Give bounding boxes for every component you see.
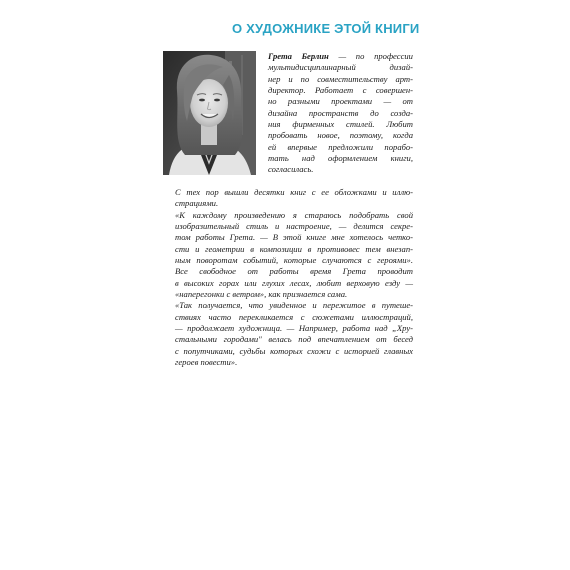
text-line: героев повести». bbox=[175, 357, 238, 368]
bio-line: ния фирменных стилей. Любит bbox=[268, 119, 413, 130]
author-bio-side bbox=[268, 51, 413, 176]
text-line: в высоких горах или глухих лесах, любит верховую езду — bbox=[175, 277, 413, 288]
author-portrait-image bbox=[163, 51, 256, 175]
bio-line: пробовать новое, поэтому, когда bbox=[268, 130, 413, 141]
author-photo bbox=[163, 51, 256, 175]
text-line: том работы Грета. — В этой книге мне хотелось четко- bbox=[175, 232, 413, 243]
text-line: ствиях часто перекликается с сюжетами иллюстраций, bbox=[175, 311, 413, 322]
paragraph bbox=[163, 266, 413, 300]
text-line: стальными городами" велась под впечатлением от бесед bbox=[175, 334, 413, 345]
text-line: изобразительный стиль и настроение, — делится секре- bbox=[175, 221, 413, 232]
text-line: — продолжает художница. — Например, работа над „Хру- bbox=[175, 323, 413, 334]
bio-line: мультидисциплинарный дизай- bbox=[268, 62, 413, 73]
bio-line: ей впервые предложили порабо- bbox=[268, 141, 413, 152]
text-line: с попутчиками, судьбы которых схожи с историей главных bbox=[175, 345, 413, 356]
bio-line: дизайна пространств до созда- bbox=[268, 107, 413, 118]
text-line: сти и геометрии в композиции в противовес тем внезап- bbox=[175, 243, 413, 254]
paragraph bbox=[163, 300, 413, 368]
article-body bbox=[163, 187, 413, 369]
paragraph bbox=[163, 187, 413, 210]
text-line: С тех пор вышли десятки книг с ее обложками и иллю- bbox=[175, 187, 413, 197]
text-line: ным поворотам событий, которые случаются с героями». bbox=[175, 255, 413, 266]
bio-line: тать над оформлением книги, bbox=[268, 153, 413, 164]
paragraph bbox=[163, 210, 413, 267]
text-line: Все свободное от работы время Грета проводит bbox=[175, 266, 413, 277]
bio-line: согласилась. bbox=[268, 164, 314, 175]
text-line: «К каждому произведению я стараюсь подобрать свой bbox=[175, 209, 413, 220]
text-line: страциями. bbox=[175, 198, 219, 209]
bio-line: — по профессии bbox=[328, 51, 413, 61]
bio-line: нер и по совместительству арт- bbox=[268, 73, 413, 84]
text-line: «Так получается, что увиденное и пережитое в путеше- bbox=[175, 300, 413, 311]
text-line: «наперегонки с ветром», как признается сама. bbox=[175, 289, 348, 300]
page-heading: О ХУДОЖНИКЕ ЭТОЙ КНИГИ bbox=[232, 21, 420, 36]
bio-line: директор. Работает с совершен- bbox=[268, 85, 413, 96]
bio-line: но разными проектами — от bbox=[268, 96, 413, 107]
author-name: Грета Берлин bbox=[268, 51, 329, 61]
